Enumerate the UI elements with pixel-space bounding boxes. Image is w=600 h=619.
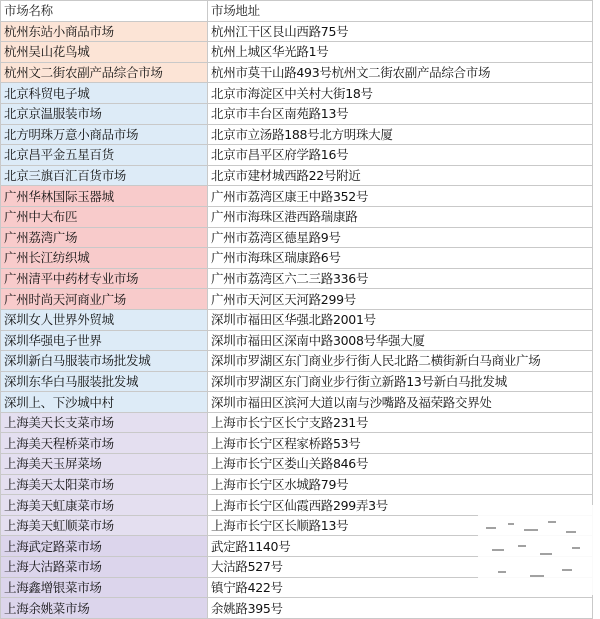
market-address-cell: 深圳市福田区深南中路3008号华强大厦 — [208, 330, 593, 351]
table-row — [1, 83, 593, 104]
watermark-overlay — [478, 505, 598, 595]
table-row — [1, 598, 593, 619]
market-address-cell: 广州市海珠区瑞康路6号 — [208, 248, 593, 269]
market-name-cell: 杭州东站小商品市场 — [1, 21, 208, 42]
market-name-cell: 广州时尚天河商业广场 — [1, 289, 208, 310]
market-address-cell: 北京市立汤路188号北方明珠大厦 — [208, 124, 593, 145]
market-name-cell: 上海武定路菜市场 — [1, 536, 208, 557]
market-address-cell: 深圳市罗湖区东门商业步行街人民北路二横街新白马商业广场 — [208, 351, 593, 372]
market-address-cell: 广州市荔湾区德星路9号 — [208, 227, 593, 248]
market-name-cell: 深圳新白马服装市场批发城 — [1, 351, 208, 372]
market-name-cell: 北京科贸电子城 — [1, 83, 208, 104]
market-address-cell: 深圳市福田区滨河大道以南与沙嘴路及福荣路交界处 — [208, 392, 593, 413]
market-address-cell: 杭州市莫干山路493号杭州文二街农副产品综合市场 — [208, 62, 593, 83]
header-market-name: 市场名称 — [1, 1, 208, 22]
market-address-cell: 大沽路527号 — [208, 557, 593, 578]
market-address-cell: 北京市丰台区南苑路13号 — [208, 103, 593, 124]
market-name-cell: 深圳上、下沙城中村 — [1, 392, 208, 413]
market-name-cell: 上海大沽路菜市场 — [1, 557, 208, 578]
table-row — [1, 165, 593, 186]
header-market-address: 市场地址 — [208, 1, 593, 22]
table-row — [1, 268, 593, 289]
table-row — [1, 330, 593, 351]
market-address-cell: 北京市建材城西路22号附近 — [208, 165, 593, 186]
table-row — [1, 21, 593, 42]
table-row — [1, 412, 593, 433]
table-row — [1, 227, 593, 248]
market-address-cell: 广州市荔湾区康王中路352号 — [208, 186, 593, 207]
market-name-cell: 北京三旗百汇百货市场 — [1, 165, 208, 186]
market-name-cell: 杭州吴山花鸟城 — [1, 42, 208, 63]
table-row — [1, 351, 593, 372]
table-row — [1, 248, 593, 269]
table-row — [1, 309, 593, 330]
market-name-cell: 上海美天太阳菜市场 — [1, 474, 208, 495]
market-name-cell: 上海美天程桥菜市场 — [1, 433, 208, 454]
market-address-cell: 杭州江干区艮山西路75号 — [208, 21, 593, 42]
table-row — [1, 433, 593, 454]
table-row — [1, 62, 593, 83]
market-name-cell: 广州荔湾广场 — [1, 227, 208, 248]
market-address-cell: 上海市长宁区长宁支路231号 — [208, 412, 593, 433]
market-name-cell: 广州华林国际玉器城 — [1, 186, 208, 207]
market-address-cell: 上海市长宁区长顺路13号 — [208, 515, 593, 536]
market-address-cell: 上海市长宁区程家桥路53号 — [208, 433, 593, 454]
market-name-cell: 上海余姚菜市场 — [1, 598, 208, 619]
market-address-cell: 广州市荔湾区六二三路336号 — [208, 268, 593, 289]
table-row — [1, 454, 593, 475]
market-address-cell: 北京市海淀区中关村大街18号 — [208, 83, 593, 104]
market-name-cell: 北方明珠万意小商品市场 — [1, 124, 208, 145]
market-name-cell: 广州中大布匹 — [1, 206, 208, 227]
market-address-cell: 武定路1140号 — [208, 536, 593, 557]
table-row — [1, 206, 593, 227]
market-address-cell: 广州市海珠区港西路瑞康路 — [208, 206, 593, 227]
table-header-row — [1, 1, 593, 22]
table-row — [1, 371, 593, 392]
market-address-cell: 北京市昌平区府学路16号 — [208, 145, 593, 166]
market-address-cell: 深圳市罗湖区东门商业步行街立新路13号新白马批发城 — [208, 371, 593, 392]
market-address-cell: 上海市长宁区娄山关路846号 — [208, 454, 593, 475]
table-row — [1, 42, 593, 63]
market-address-cell: 上海市长宁区仙霞西路299弄3号 — [208, 495, 593, 516]
market-name-cell: 深圳东华白马服装批发城 — [1, 371, 208, 392]
market-name-cell: 广州清平中药材专业市场 — [1, 268, 208, 289]
market-name-cell: 上海美天虹康菜市场 — [1, 495, 208, 516]
market-address-cell: 余姚路395号 — [208, 598, 593, 619]
table-row — [1, 186, 593, 207]
market-name-cell: 上海美天虹顺菜市场 — [1, 515, 208, 536]
market-address-cell: 上海市长宁区水城路79号 — [208, 474, 593, 495]
table-row — [1, 392, 593, 413]
market-name-cell: 北京京温服装市场 — [1, 103, 208, 124]
market-name-cell: 深圳女人世界外贸城 — [1, 309, 208, 330]
market-name-cell: 上海美天玉屏菜场 — [1, 454, 208, 475]
table-row — [1, 103, 593, 124]
table-row — [1, 124, 593, 145]
market-name-cell: 上海鑫增银菜市场 — [1, 577, 208, 598]
market-name-cell: 上海美天长支菜市场 — [1, 412, 208, 433]
table-row — [1, 289, 593, 310]
market-name-cell: 北京昌平金五星百货 — [1, 145, 208, 166]
market-address-cell: 杭州上城区华光路1号 — [208, 42, 593, 63]
market-address-cell: 广州市天河区天河路299号 — [208, 289, 593, 310]
market-name-cell: 深圳华强电子世界 — [1, 330, 208, 351]
market-address-cell: 镇宁路422号 — [208, 577, 593, 598]
table-row — [1, 474, 593, 495]
market-name-cell: 广州长江纺织城 — [1, 248, 208, 269]
table-row — [1, 145, 593, 166]
market-address-cell: 深圳市福田区华强北路2001号 — [208, 309, 593, 330]
market-name-cell: 杭州文二街农副产品综合市场 — [1, 62, 208, 83]
